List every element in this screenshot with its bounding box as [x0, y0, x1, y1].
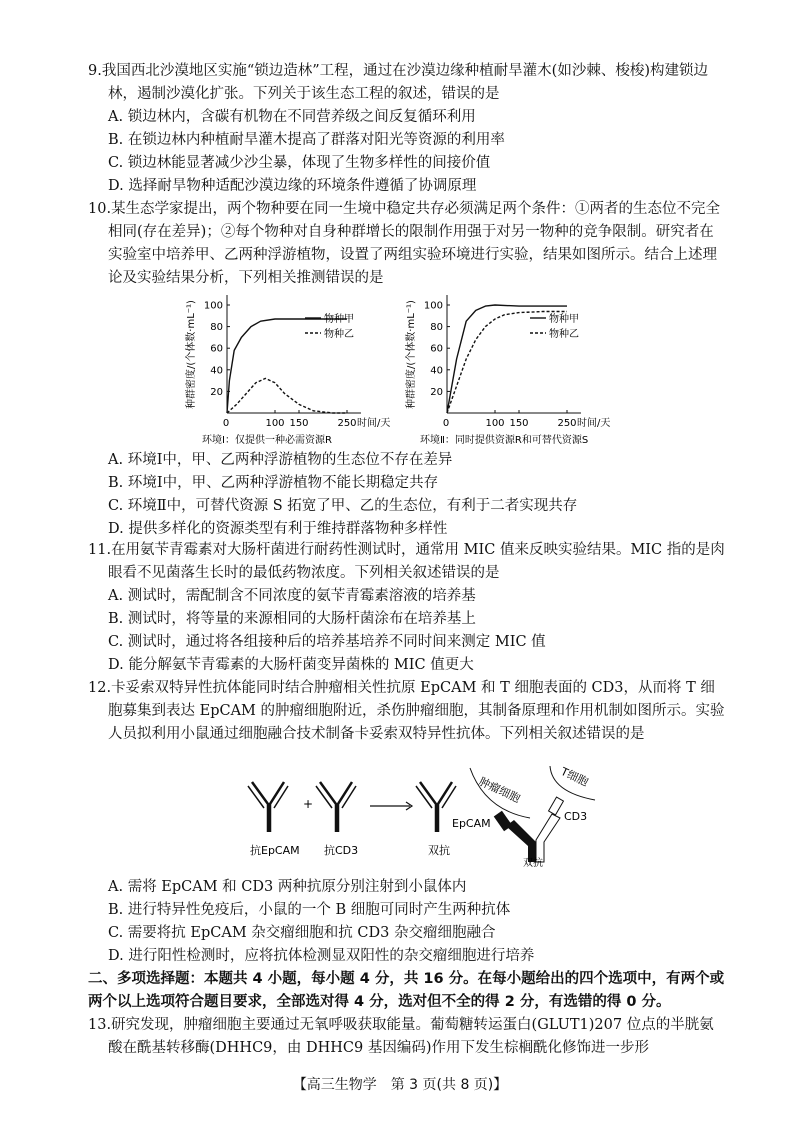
- chart-environment-2: [400, 285, 615, 450]
- y-tick-label: 100: [423, 300, 443, 312]
- bound-bispecific-antibody: [506, 814, 560, 862]
- y-tick-label: 80: [210, 322, 223, 334]
- label-epcam: EpCAM: [452, 817, 491, 830]
- option-b: B. 环境Ⅰ中，甲、乙两种浮游植物不能长期稳定共存: [108, 475, 439, 491]
- y-tick-label: 20: [210, 386, 223, 398]
- option-b: B. 进行特异性免疫后，小鼠的一个 B 细胞可同时产生两种抗体: [108, 902, 511, 918]
- question-11: [88, 539, 728, 677]
- y-tick-label: 100: [203, 300, 223, 312]
- option-a: A. 需将 EpCAM 和 CD3 两种抗原分别注射到小鼠体内: [108, 879, 467, 895]
- label-anti-epcam: 抗EpCAM: [250, 844, 300, 857]
- y-tick-label: 80: [430, 322, 443, 334]
- option-a: A. 环境Ⅰ中，甲、乙两种浮游植物的生态位不存在差异: [108, 452, 453, 468]
- x-tick-label: 150: [289, 418, 309, 429]
- question-10-stem: [88, 198, 728, 290]
- x-tick-label: 100: [485, 418, 505, 429]
- question-text: 在用氨苄青霉素对大肠杆菌进行耐药性测试时，通常用 MIC 值来反映实验结果。MIC 指的是肉眼看不见菌落生长时的最低药物浓度。下列相关叙述错误的是: [108, 542, 725, 581]
- question-number: 13.: [88, 1017, 112, 1033]
- option-d: D. 进行阳性检测时，应将抗体检测显双阳性的杂交瘤细胞进行培养: [108, 948, 535, 964]
- question-12: [88, 677, 728, 746]
- question-text: 某生态学家提出，两个物种要在同一生境中稳定共存必须满足两个条件：①两者的生态位不完全相同(存在差异)；②每个物种对自身种群增长的限制作用强于对另一物种的竞争限制。研究者在实验室中培养甲、乙两种浮游植物，设置了两组实验环境进行实验，结果如图所示。结合上述理论及实验结果分析，下列相关推测错误的是: [108, 201, 721, 286]
- question-number: 9.: [88, 63, 102, 79]
- label-anti-cd3: 抗CD3: [324, 844, 359, 857]
- section-heading: 二、多项选择题：本题共 4 小题，每小题 4 分，共 16 分。在每小题给出的四个选项中，有两个或两个以上选项符合题目要求，全部选对得 4 分，选对但不全的得 2 分，有选错的得 0 分。: [88, 971, 725, 1010]
- y-axis-label: 种群密度/(个体数·mL⁻¹): [186, 300, 197, 409]
- series-line-species-b: [227, 378, 347, 413]
- y-tick-label: 40: [430, 365, 443, 377]
- arrow-icon: [370, 802, 412, 810]
- x-tick-label: 100: [265, 418, 285, 429]
- y-tick-label: 60: [430, 343, 443, 355]
- anti-epcam-antibody: [248, 782, 288, 832]
- x-tick-label: 250: [337, 418, 357, 429]
- option-d: D. 提供多样化的资源类型有利于维持群落物种多样性: [108, 521, 448, 537]
- y-tick-label: 20: [430, 386, 443, 398]
- x-tick-label: 150: [509, 418, 529, 429]
- cd3-antigen: [549, 797, 564, 815]
- y-axis-label: 种群密度/(个体数·mL⁻¹): [406, 300, 417, 409]
- question-11-stem: [88, 539, 728, 585]
- option-b: B. 在锁边林内种植耐旱灌木提高了群落对阳光等资源的利用率: [108, 132, 505, 148]
- question-number: 10.: [88, 201, 112, 217]
- label-tumor-cell: 肿瘤细胞: [476, 774, 523, 806]
- legend-label: 物种甲: [324, 314, 354, 325]
- option-c: C. 环境Ⅱ中，可替代资源 S 拓宽了甲、乙的生态位，有利于二者实现共存: [108, 498, 578, 514]
- question-text: 我国西北沙漠地区实施“锁边造林”工程，通过在沙漠边缘种植耐旱灌木(如沙棘、梭梭)构建锁边林，遏制沙漠化扩张。下列关于该生态工程的叙述，错误的是: [101, 63, 708, 102]
- x-tick-label: 0: [442, 418, 450, 429]
- plus-sign: +: [303, 797, 314, 811]
- chart-caption: 环境Ⅱ：同时提供资源R和可替代资源S: [420, 435, 589, 446]
- option-c: C. 需要将抗 EpCAM 杂交瘤细胞和抗 CD3 杂交瘤细胞融合: [108, 925, 496, 941]
- option-b: B. 测试时，将等量的来源相同的大肠杆菌涂布在培养基上: [108, 611, 476, 627]
- question-text: 卡妥索双特异性抗体能同时结合肿瘤相关性抗原 EpCAM 和 T 细胞表面的 CD3，从而将 T 细胞募集到表达 EpCAM 的肿瘤细胞附近，杀伤肿瘤细胞，其制备原理和作用机制如图所示。实验人员拟利用小鼠通过细胞融合技术制备卡妥索双特异性抗体。下列相关叙述错误的是: [108, 680, 725, 742]
- legend-label: 物种乙: [324, 329, 354, 340]
- question-number: 12.: [88, 680, 112, 696]
- bispecific-antibody: [416, 782, 456, 832]
- label-bound-bispecific: 双抗: [523, 858, 543, 867]
- legend-label: 物种乙: [549, 329, 579, 340]
- option-c: C. 测试时，通过将各组接种后的培养基培养不同时间来测定 MIC 值: [108, 634, 546, 650]
- chart-caption: 环境Ⅰ：仅提供一种必需资源R: [202, 435, 332, 446]
- option-a: A. 锁边林内，含碳有机物在不同营养级之间反复循环利用: [108, 109, 476, 125]
- question-12-options: [88, 876, 728, 968]
- chart-environment-1: [180, 285, 390, 450]
- option-d: D. 选择耐旱物种适配沙漠边缘的环境条件遵循了协调原理: [108, 178, 477, 194]
- anti-cd3-antibody: [316, 782, 356, 832]
- question-number: 11.: [88, 542, 112, 558]
- question-9: [88, 60, 728, 198]
- y-tick-label: 40: [210, 365, 223, 377]
- label-t-cell: T细胞: [558, 764, 591, 789]
- option-c: C. 锁边林能显著减少沙尘暴，体现了生物多样性的间接价值: [108, 155, 491, 171]
- label-bispecific: 双抗: [428, 844, 450, 857]
- page-footer: 【高三生物学 第 3 页(共 8 页)】: [292, 1077, 508, 1093]
- option-d: D. 能分解氨苄青霉素的大肠杆菌变异菌株的 MIC 值更大: [108, 657, 474, 673]
- x-axis-label: 时间/天: [577, 418, 611, 429]
- legend-label: 物种甲: [549, 314, 579, 325]
- x-tick-label: 250: [557, 418, 577, 429]
- question-10: [88, 198, 728, 290]
- y-tick-label: 60: [210, 343, 223, 355]
- x-axis-label: 时间/天: [357, 418, 390, 429]
- question-13: [88, 1014, 728, 1060]
- question-10-options: [88, 449, 728, 541]
- option-a: A. 测试时，需配制含不同浓度的氨苄青霉素溶液的培养基: [108, 588, 476, 604]
- label-cd3: CD3: [564, 810, 588, 823]
- question-13-stem: [88, 1014, 728, 1060]
- antibody-figure: [230, 762, 610, 867]
- question-9-stem: [88, 60, 728, 106]
- x-tick-label: 0: [222, 418, 230, 429]
- question-12-stem: [88, 677, 728, 746]
- question-text: 研究发现，肿瘤细胞主要通过无氧呼吸获取能量。葡萄糖转运蛋白(GLUT1)207 位点的半胱氨酸在酰基转移酶(DHHC9，由 DHHC9 基因编码)作用下发生棕榈酰化修饰进一步形: [108, 1017, 714, 1056]
